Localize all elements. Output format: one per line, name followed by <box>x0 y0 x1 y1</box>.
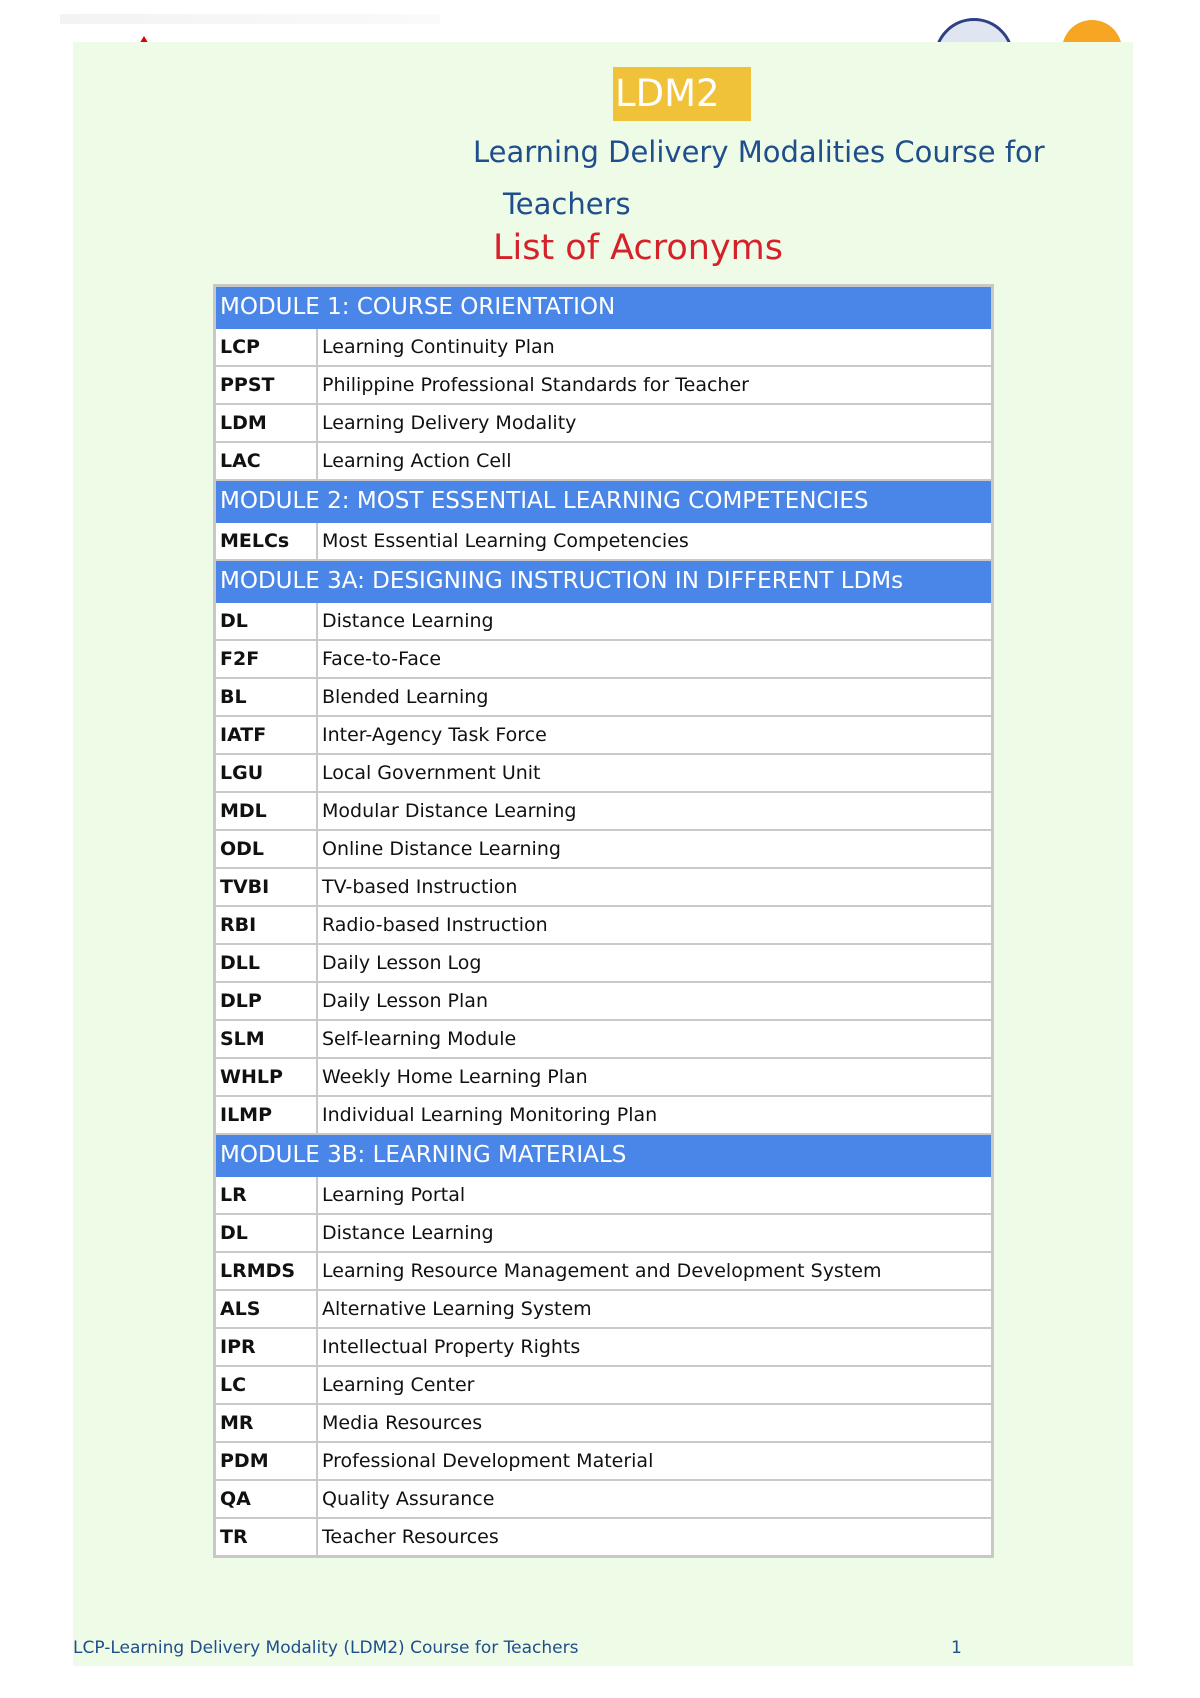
meaning-cell: Intellectual Property Rights <box>317 1328 993 1366</box>
acronym-cell: TR <box>215 1518 318 1557</box>
meaning-cell: Learning Resource Management and Development System <box>317 1252 993 1290</box>
ldm-badge: LDM2 <box>613 67 751 121</box>
acronym-cell: QA <box>215 1480 318 1518</box>
meaning-cell: Philippine Professional Standards for Teacher <box>317 366 993 404</box>
acronym-cell: LAC <box>215 442 318 480</box>
table-row <box>215 830 993 868</box>
acronym-cell: LRMDS <box>215 1252 318 1290</box>
acronym-cell: DL <box>215 602 318 640</box>
acronym-cell: IPR <box>215 1328 318 1366</box>
table-row <box>215 1328 993 1366</box>
acronym-cell: ALS <box>215 1290 318 1328</box>
table-row <box>215 1404 993 1442</box>
list-of-acronyms-heading: List of Acronyms <box>493 228 783 268</box>
acronym-cell: WHLP <box>215 1058 318 1096</box>
meaning-cell: Daily Lesson Log <box>317 944 993 982</box>
table-row <box>215 522 993 560</box>
meaning-cell: Quality Assurance <box>317 1480 993 1518</box>
table-row <box>215 678 993 716</box>
table-row <box>215 1020 993 1058</box>
footer-text: LCP-Learning Delivery Modality (LDM2) Course for Teachers <box>73 1638 579 1658</box>
table-row <box>215 1442 993 1480</box>
acronym-cell: LR <box>215 1176 318 1214</box>
acronym-cell: DLP <box>215 982 318 1020</box>
acronym-cell: BL <box>215 678 318 716</box>
table-row <box>215 1252 993 1290</box>
table-row <box>215 602 993 640</box>
module-title: MODULE 3B: LEARNING MATERIALS <box>215 1134 993 1176</box>
table-row <box>215 906 993 944</box>
module-header-row <box>215 1134 993 1176</box>
table-row <box>215 640 993 678</box>
table-row <box>215 366 993 404</box>
module-title: MODULE 1: COURSE ORIENTATION <box>215 286 993 329</box>
acronym-cell: DL <box>215 1214 318 1252</box>
table-row <box>215 982 993 1020</box>
meaning-cell: Distance Learning <box>317 602 993 640</box>
table-row <box>215 1290 993 1328</box>
meaning-cell: Weekly Home Learning Plan <box>317 1058 993 1096</box>
course-title-line1: Learning Delivery Modalities Course for <box>473 135 1045 169</box>
document-page <box>73 42 1133 1666</box>
meaning-cell: Learning Center <box>317 1366 993 1404</box>
meaning-cell: Modular Distance Learning <box>317 792 993 830</box>
acronym-cell: PPST <box>215 366 318 404</box>
acronym-cell: LDM <box>215 404 318 442</box>
table-row <box>215 1366 993 1404</box>
meaning-cell: Teacher Resources <box>317 1518 993 1557</box>
acronym-table <box>213 284 994 1558</box>
module-title: MODULE 3A: DESIGNING INSTRUCTION IN DIFFERENT LDMs <box>215 560 993 602</box>
table-row <box>215 1058 993 1096</box>
meaning-cell: Blended Learning <box>317 678 993 716</box>
acronym-cell: MR <box>215 1404 318 1442</box>
table-row <box>215 944 993 982</box>
meaning-cell: Learning Action Cell <box>317 442 993 480</box>
meaning-cell: Daily Lesson Plan <box>317 982 993 1020</box>
acronym-cell: F2F <box>215 640 318 678</box>
acronym-cell: LCP <box>215 328 318 366</box>
meaning-cell: Local Government Unit <box>317 754 993 792</box>
module-header-row <box>215 480 993 522</box>
course-title <box>473 126 1053 230</box>
acronym-cell: ODL <box>215 830 318 868</box>
acronym-cell: PDM <box>215 1442 318 1480</box>
table-row <box>215 792 993 830</box>
acronym-cell: MELCs <box>215 522 318 560</box>
meaning-cell: Professional Development Material <box>317 1442 993 1480</box>
table-row <box>215 868 993 906</box>
meaning-cell: Individual Learning Monitoring Plan <box>317 1096 993 1134</box>
acronym-cell: TVBI <box>215 868 318 906</box>
table-row <box>215 1480 993 1518</box>
page-number: 1 <box>951 1638 962 1658</box>
meaning-cell: Radio-based Instruction <box>317 906 993 944</box>
table-row <box>215 404 993 442</box>
course-title-line2: Teachers <box>503 187 631 221</box>
acronym-cell: IATF <box>215 716 318 754</box>
table-row <box>215 1518 993 1557</box>
table-row <box>215 1214 993 1252</box>
acronym-cell: MDL <box>215 792 318 830</box>
module-title: MODULE 2: MOST ESSENTIAL LEARNING COMPETENCIES <box>215 480 993 522</box>
meaning-cell: Online Distance Learning <box>317 830 993 868</box>
table-row <box>215 1176 993 1214</box>
acronym-cell: DLL <box>215 944 318 982</box>
table-row <box>215 442 993 480</box>
meaning-cell: Face-to-Face <box>317 640 993 678</box>
meaning-cell: Learning Portal <box>317 1176 993 1214</box>
table-row <box>215 328 993 366</box>
acronym-cell: LC <box>215 1366 318 1404</box>
meaning-cell: Media Resources <box>317 1404 993 1442</box>
meaning-cell: Learning Continuity Plan <box>317 328 993 366</box>
table-row <box>215 754 993 792</box>
acronym-cell: SLM <box>215 1020 318 1058</box>
table-row <box>215 1096 993 1134</box>
acronym-cell: LGU <box>215 754 318 792</box>
table-row <box>215 716 993 754</box>
meaning-cell: Learning Delivery Modality <box>317 404 993 442</box>
acronym-cell: ILMP <box>215 1096 318 1134</box>
meaning-cell: Inter-Agency Task Force <box>317 716 993 754</box>
meaning-cell: Most Essential Learning Competencies <box>317 522 993 560</box>
faint-header-strip <box>60 14 440 24</box>
acronym-cell: RBI <box>215 906 318 944</box>
meaning-cell: Alternative Learning System <box>317 1290 993 1328</box>
module-header-row <box>215 560 993 602</box>
meaning-cell: Self-learning Module <box>317 1020 993 1058</box>
module-header-row <box>215 286 993 329</box>
meaning-cell: TV-based Instruction <box>317 868 993 906</box>
meaning-cell: Distance Learning <box>317 1214 993 1252</box>
